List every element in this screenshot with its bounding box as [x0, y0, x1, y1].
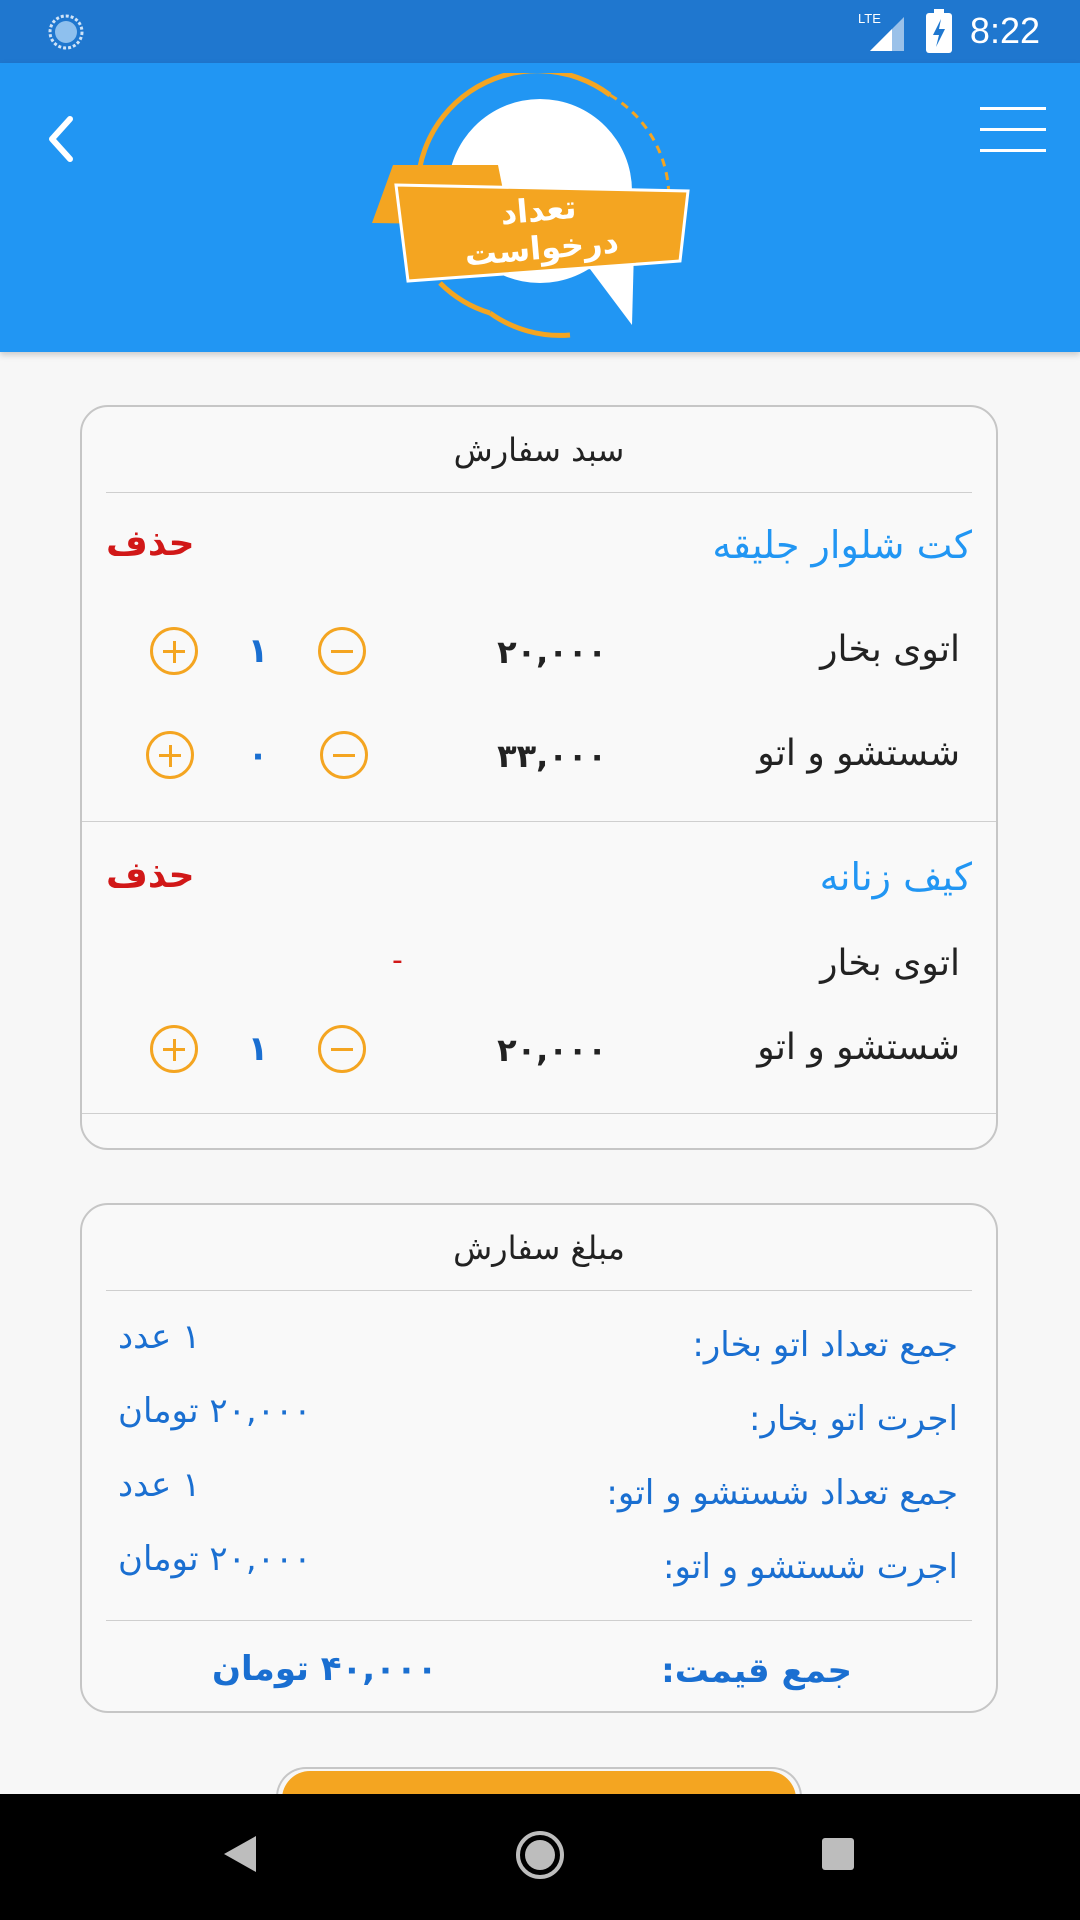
summary-value: ۱ عدد	[118, 1317, 201, 1357]
total-value: ۴۰,۰۰۰ تومان	[212, 1649, 438, 1689]
plus-circle-icon[interactable]	[150, 627, 198, 675]
service-price: ۳۳,۰۰۰	[497, 737, 607, 775]
cart-title: سبد سفارش	[453, 431, 625, 469]
minus-circle-icon[interactable]	[318, 627, 366, 675]
item-title: کیف زنانه	[819, 855, 972, 899]
summary-label: جمع تعداد شستشو و اتو:	[606, 1473, 958, 1513]
sync-icon	[48, 14, 84, 50]
quantity-value: ۱	[247, 1029, 269, 1069]
lte-signal-icon	[858, 9, 908, 53]
minus-circle-icon[interactable]	[320, 731, 368, 779]
clock: 8:22	[969, 10, 1040, 51]
back-chevron-icon[interactable]	[38, 103, 88, 173]
delete-button[interactable]: حذف	[106, 523, 195, 564]
service-name: اتوی بخار	[820, 943, 960, 984]
cart-card	[80, 405, 998, 1150]
summary-label: اجرت اتو بخار:	[749, 1399, 958, 1439]
service-name: شستشو و اتو	[757, 733, 960, 774]
logo-text: تعداد درخواست	[463, 187, 621, 274]
svg-text:LTE: LTE	[857, 11, 881, 26]
summary-label: جمع تعداد اتو بخار:	[692, 1325, 958, 1365]
plus-circle-icon[interactable]	[146, 731, 194, 779]
item-title: کت شلوار جلیقه	[712, 523, 972, 567]
app-logo	[360, 73, 720, 343]
hamburger-menu-icon[interactable]	[980, 105, 1046, 155]
service-price: ۲۰,۰۰۰	[497, 1031, 607, 1069]
delete-button[interactable]: حذف	[106, 855, 195, 896]
nav-back-icon[interactable]	[222, 1834, 258, 1874]
summary-value: ۲۰,۰۰۰ تومان	[118, 1391, 312, 1431]
divider	[106, 1620, 972, 1621]
status-bar	[0, 0, 1080, 63]
app-bar	[0, 63, 1080, 352]
quantity-value: ۱	[247, 631, 269, 671]
summary-value: ۱ عدد	[118, 1465, 201, 1505]
summary-value: ۲۰,۰۰۰ تومان	[118, 1539, 312, 1579]
minus-circle-icon[interactable]	[318, 1025, 366, 1073]
nav-home-icon[interactable]	[515, 1830, 565, 1880]
divider	[82, 821, 996, 822]
summary-label: اجرت شستشو و اتو:	[663, 1547, 958, 1587]
summary-title: مبلغ سفارش	[453, 1229, 625, 1267]
divider	[106, 492, 972, 493]
service-name: اتوی بخار	[820, 629, 960, 670]
nav-recents-icon[interactable]	[822, 1838, 854, 1870]
quantity-value: ۰	[247, 735, 269, 775]
plus-circle-icon[interactable]	[150, 1025, 198, 1073]
divider	[82, 1113, 996, 1114]
unavailable-marker: -	[392, 943, 403, 978]
summary-card	[80, 1203, 998, 1713]
total-label: جمع قیمت:	[661, 1651, 852, 1691]
battery-charging-icon	[926, 9, 952, 53]
system-nav-bar	[0, 1794, 1080, 1920]
divider	[106, 1290, 972, 1291]
service-name: شستشو و اتو	[757, 1027, 960, 1068]
service-price: ۲۰,۰۰۰	[497, 633, 607, 671]
